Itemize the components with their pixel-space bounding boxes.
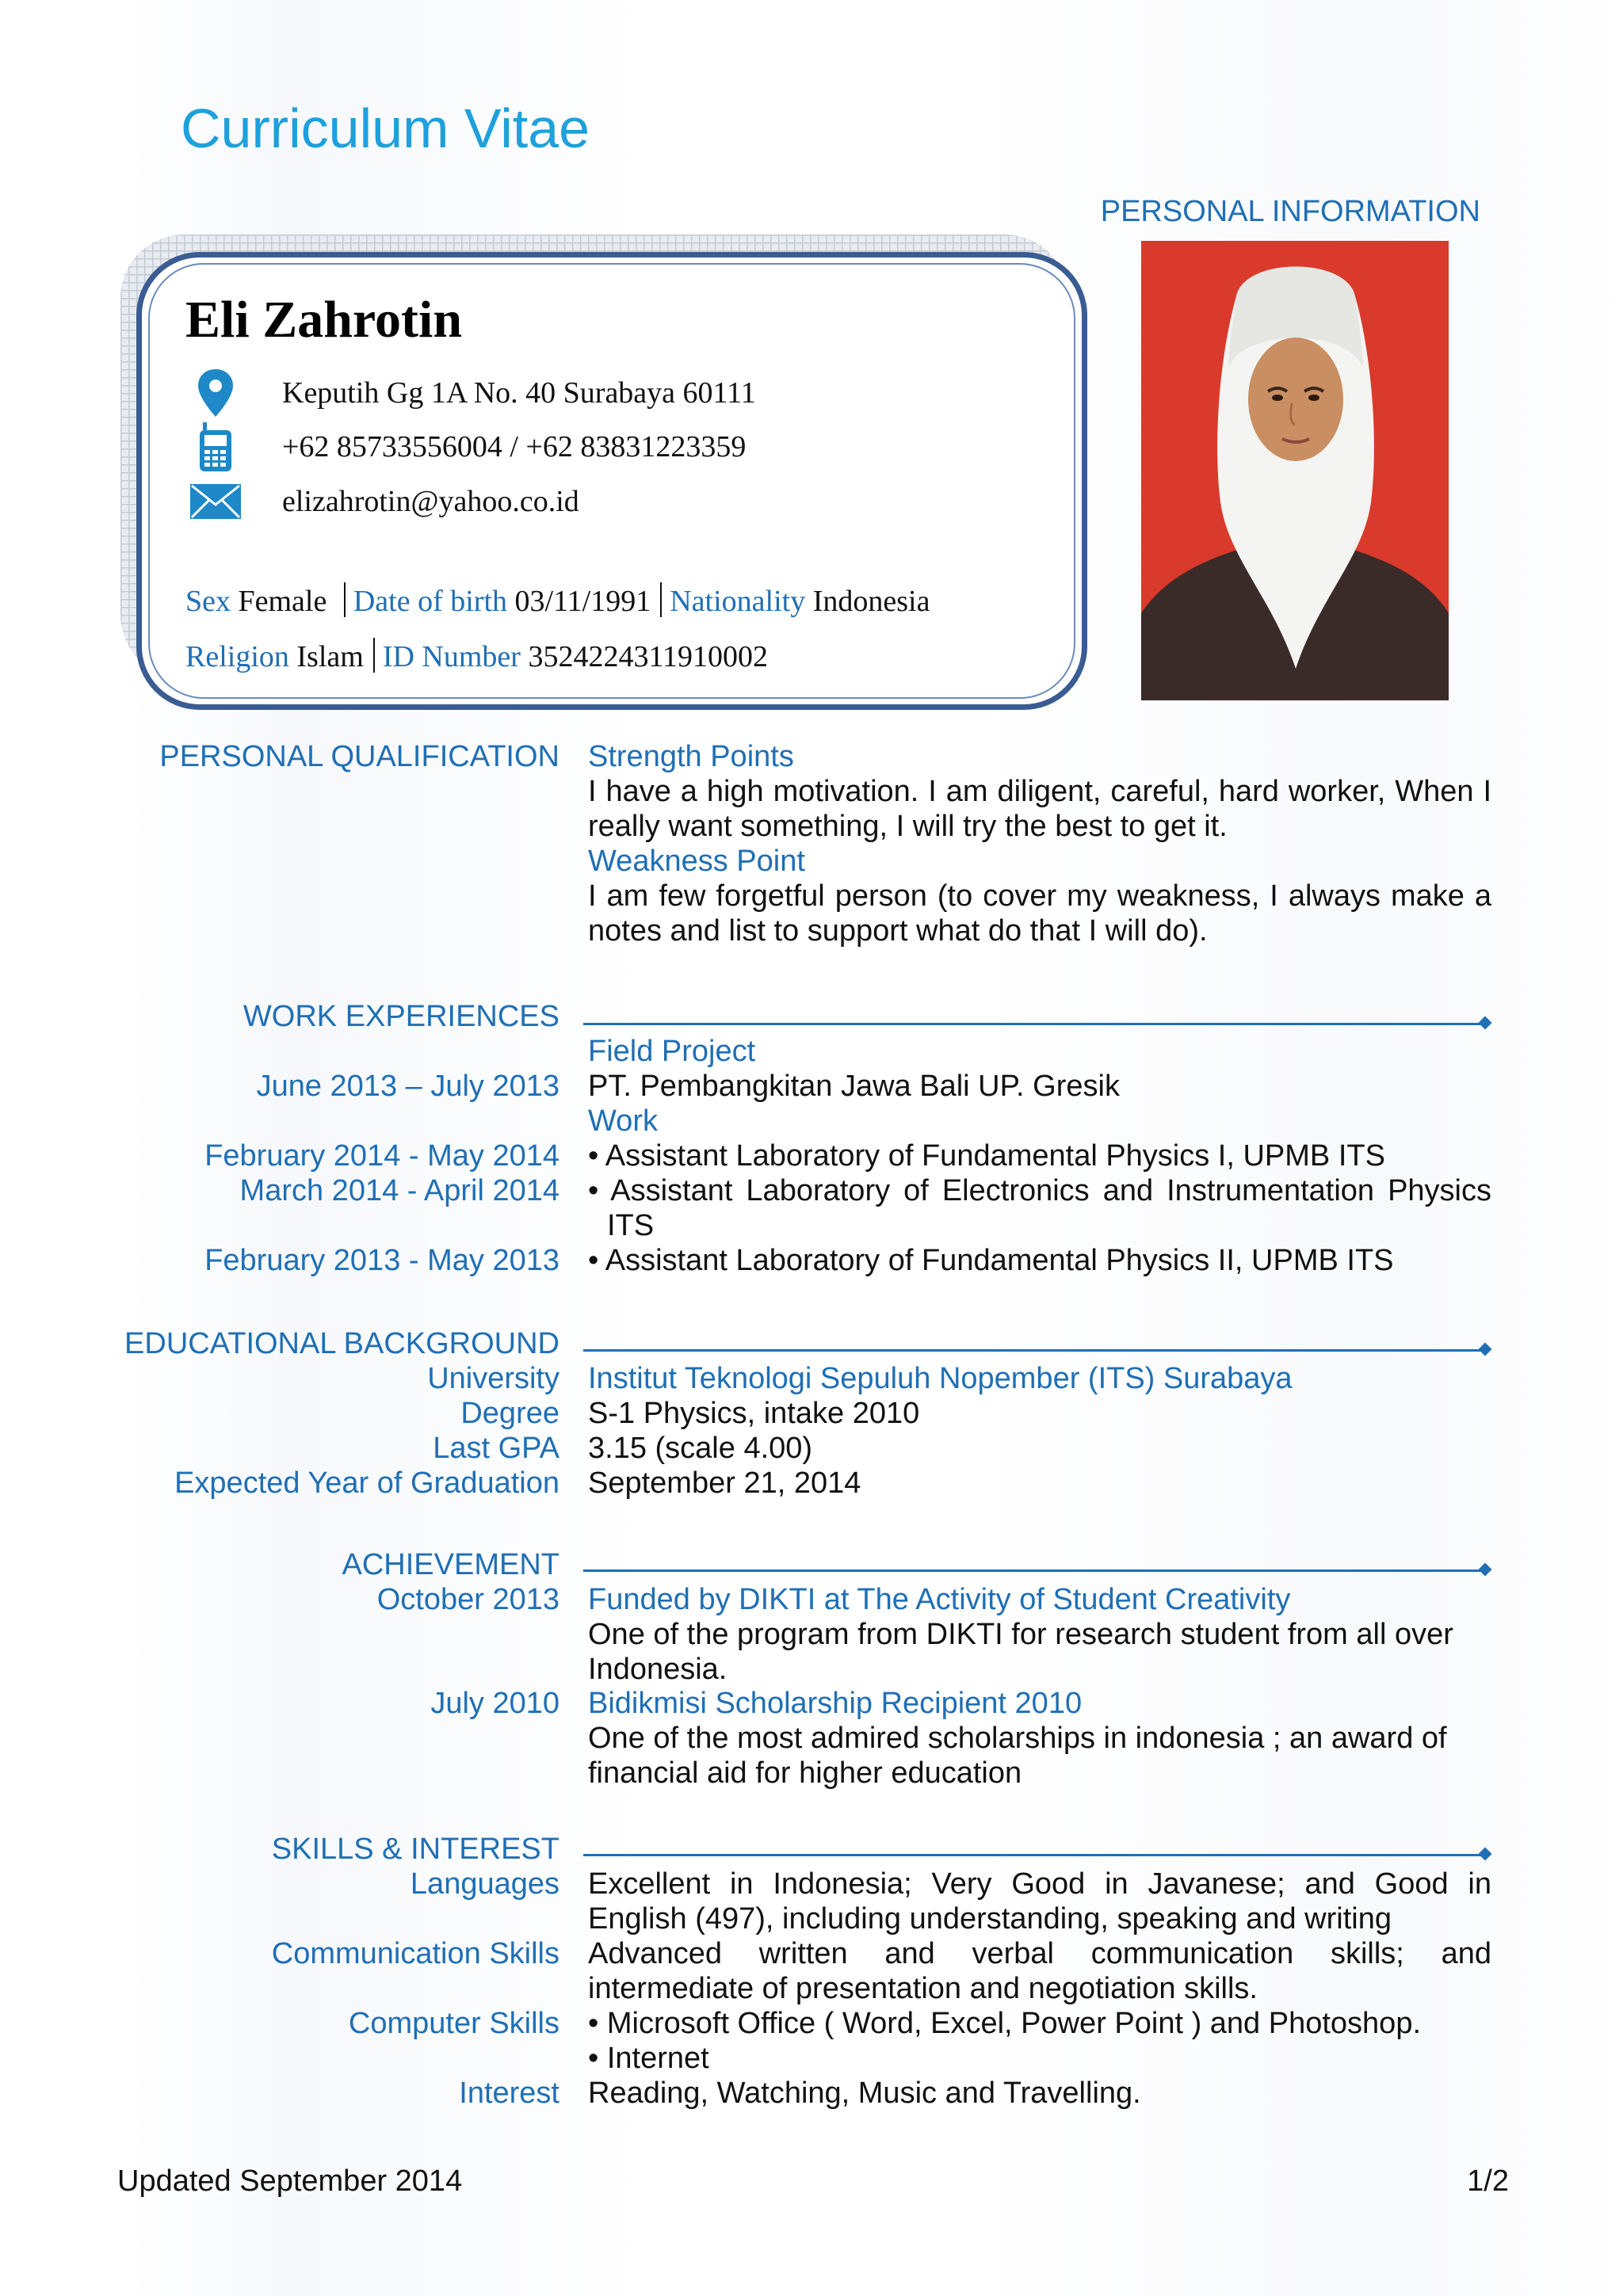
work-item-date: March 2014 - April 2014: [239, 1174, 559, 1207]
phone-row: [185, 421, 746, 473]
degree-value: S-1 Physics, intake 2010: [588, 1397, 920, 1430]
field-separator: [373, 638, 375, 673]
work-item-continuation: ITS: [607, 1209, 655, 1242]
personal-details-line-1: [185, 582, 930, 619]
work-item-date: February 2014 - May 2014: [204, 1139, 559, 1173]
page-number: 1/2: [1467, 2164, 1509, 2198]
personal-information-heading: PERSONAL INFORMATION: [1100, 195, 1480, 228]
communication-skills-value: Advanced written and verbal communication skills; and intermediate of presentation and negotiation skills.: [588, 1937, 1491, 2005]
field-project-date: June 2013 – July 2013: [256, 1070, 559, 1103]
graduation-label: Expected Year of Graduation: [174, 1466, 559, 1500]
field-separator: [660, 582, 662, 617]
achievement-title: Funded by DIKTI at The Activity of Student Creativity: [588, 1583, 1291, 1616]
id-number-label: ID Number: [382, 640, 521, 673]
personal-qualification-heading: PERSONAL QUALIFICATION: [159, 740, 559, 773]
skills-interest-heading: SKILLS & INTEREST: [271, 1833, 559, 1866]
gpa-value: 3.15 (scale 4.00): [588, 1432, 813, 1465]
computer-skill-item: • Internet: [588, 2042, 709, 2075]
nationality-label: Nationality: [670, 585, 806, 618]
achievement-heading: ACHIEVEMENT: [342, 1548, 559, 1581]
id-number-value: 3524224311910002: [528, 640, 769, 673]
languages-line-1: Excellent in Indonesia; Very Good in Javanese; and Good in: [588, 1867, 1491, 1901]
sex-label: Sex: [185, 585, 231, 618]
work-experiences-heading: WORK EXPERIENCES: [242, 1000, 559, 1033]
achievement-date: October 2013: [376, 1583, 559, 1616]
degree-label: Degree: [460, 1397, 559, 1430]
dob-value: 03/11/1991: [514, 585, 651, 618]
email-text: elizahrotin@yahoo.co.id: [282, 485, 579, 518]
work-item: • Assistant Laboratory of Fundamental Physics I, UPMB ITS: [588, 1139, 1385, 1173]
university-value: Institut Teknologi Sepuluh Nopember (ITS) Surabaya: [588, 1362, 1293, 1395]
achievement-text: One of the most admired scholarships in indonesia ; an award of financial aid for higher education: [588, 1722, 1447, 1790]
phone-text: +62 85733556004 / +62 83831223359: [282, 430, 747, 463]
work-item: • Assistant Laboratory of Electronics and Instrumentation Physics: [588, 1174, 1491, 1207]
envelope-icon: [185, 475, 246, 528]
section-divider: [583, 1023, 1484, 1025]
graduation-value: September 21, 2014: [588, 1466, 861, 1500]
achievement-text: One of the program from DIKTI for research student from all over Indonesia.: [588, 1618, 1453, 1686]
person-name: Eli Zahrotin: [185, 291, 463, 349]
dob-label: Date of birth: [353, 585, 508, 618]
section-divider: [583, 1349, 1484, 1352]
address-text: Keputih Gg 1A No. 40 Surabaya 60111: [282, 376, 756, 410]
educational-background-heading: EDUCATIONAL BACKGROUND: [124, 1327, 559, 1360]
languages-label: Languages: [410, 1867, 559, 1901]
university-label: University: [427, 1362, 559, 1395]
field-separator: [344, 582, 346, 617]
achievement-title: Bidikmisi Scholarship Recipient 2010: [588, 1687, 1083, 1720]
computer-skills-label: Computer Skills: [348, 2007, 559, 2040]
phone-icon: [185, 421, 246, 473]
work-title: Work: [588, 1104, 658, 1138]
interest-value: Reading, Watching, Music and Travelling.: [588, 2077, 1141, 2110]
weakness-point-text: I am few forgetful person (to cover my weakness, I always make a notes and list to support what do that I will do).: [588, 879, 1491, 948]
religion-value: Islam: [296, 640, 364, 673]
section-divider: [583, 1854, 1484, 1856]
religion-label: Religion: [185, 640, 289, 673]
sex-value: Female: [238, 585, 327, 618]
communication-skills-label: Communication Skills: [271, 1937, 559, 1970]
profile-photo: [1141, 241, 1449, 700]
email-row: [185, 475, 579, 528]
languages-line-2: English (497), including understanding, speaking and writing: [588, 1902, 1392, 1936]
personal-details-line-2: [185, 638, 768, 674]
interest-label: Interest: [459, 2077, 559, 2110]
section-divider: [583, 1569, 1484, 1572]
gpa-label: Last GPA: [433, 1432, 559, 1465]
achievement-date: July 2010: [430, 1687, 559, 1720]
work-item: • Assistant Laboratory of Fundamental Physics II, UPMB ITS: [588, 1244, 1394, 1277]
weakness-point-title: Weakness Point: [588, 845, 805, 878]
field-project-place: PT. Pembangkitan Jawa Bali UP. Gresik: [588, 1070, 1120, 1103]
strength-points-title: Strength Points: [588, 740, 794, 773]
address-row: [185, 367, 756, 419]
computer-skill-item: • Microsoft Office ( Word, Excel, Power Point ) and Photoshop.: [588, 2007, 1422, 2040]
field-project-title: Field Project: [588, 1035, 756, 1068]
nationality-value: Indonesia: [812, 585, 930, 618]
strength-points-text: I have a high motivation. I am diligent, careful, hard worker, When I really want something, I will try the best to get it.: [588, 775, 1491, 843]
document-title: Curriculum Vitae: [181, 97, 590, 159]
location-pin-icon: [185, 367, 246, 419]
footer-updated: Updated September 2014: [117, 2164, 463, 2198]
work-item-date: February 2013 - May 2013: [204, 1244, 559, 1277]
